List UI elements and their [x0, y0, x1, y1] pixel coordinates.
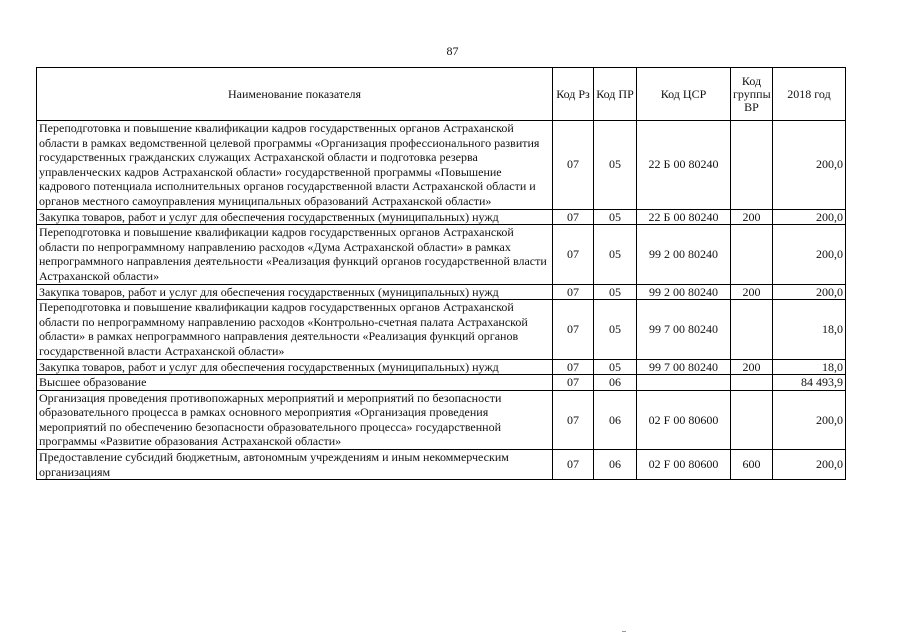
- row-amount: 84 493,9: [773, 375, 846, 391]
- table-row: [37, 284, 846, 300]
- row-name: Организация проведения противопожарных мероприятий и мероприятий по безопасности образовательного процесса в рамках основного мероприятия «Организация проведения мероприятий по обеспечению безопасности образовательного процесса» государственной программы «Развитие образования Астраханской области»: [37, 390, 553, 449]
- row-rz: 07: [553, 375, 594, 391]
- row-csr: 99 2 00 80240: [637, 284, 731, 300]
- row-csr: 99 7 00 80240: [637, 300, 731, 359]
- row-vr: [731, 375, 773, 391]
- row-rz: 07: [553, 284, 594, 300]
- row-name: Высшее образование: [37, 375, 553, 391]
- row-rz: 07: [553, 121, 594, 210]
- row-csr: [637, 375, 731, 391]
- row-pr: 05: [594, 121, 637, 210]
- row-rz: 07: [553, 300, 594, 359]
- row-amount: 18,0: [773, 300, 846, 359]
- row-rz: 07: [553, 359, 594, 375]
- header-rz: Код Рз: [553, 68, 594, 121]
- table-row: [37, 450, 846, 480]
- row-amount: 200,0: [773, 209, 846, 225]
- row-rz: 07: [553, 450, 594, 480]
- row-csr: 02 F 00 80600: [637, 450, 731, 480]
- row-amount: 200,0: [773, 121, 846, 210]
- row-amount: 200,0: [773, 284, 846, 300]
- row-name: Закупка товаров, работ и услуг для обеспечения государственных (муниципальных) нужд: [37, 359, 553, 375]
- row-name: Переподготовка и повышение квалификации кадров государственных органов Астраханской области по непрограммному направлению расходов «Дума Астраханской области» в рамках непрограммного направления деятельности «Реализация функций органов государственной власти Астраханской области»: [37, 225, 553, 284]
- page-number: 87: [446, 44, 459, 58]
- table-row: [37, 209, 846, 225]
- row-vr: [731, 300, 773, 359]
- row-vr: [731, 121, 773, 210]
- row-vr: [731, 225, 773, 284]
- table-row: [37, 359, 846, 375]
- row-rz: 07: [553, 225, 594, 284]
- header-name: Наименование показателя: [37, 68, 553, 121]
- row-vr: [731, 390, 773, 449]
- row-pr: 05: [594, 284, 637, 300]
- row-name: Закупка товаров, работ и услуг для обеспечения государственных (муниципальных) нужд: [37, 284, 553, 300]
- row-pr: 05: [594, 300, 637, 359]
- row-pr: 05: [594, 209, 637, 225]
- row-amount: 200,0: [773, 450, 846, 480]
- row-pr: 06: [594, 450, 637, 480]
- row-amount: 200,0: [773, 390, 846, 449]
- row-rz: 07: [553, 390, 594, 449]
- row-amount: 200,0: [773, 225, 846, 284]
- table-row: [37, 121, 846, 210]
- row-name: Переподготовка и повышение квалификации кадров государственных органов Астраханской области в рамках ведомственной целевой программы «Организация профессионального развития государственных гражданских служащих Астраханской области и подготовка резерва управленческих кадров Астраханской области» государственной программы «Повышение кадрового потенциала исполнительных органов государственной власти Астраханской области и органов местного самоуправления муниципальных образований Астраханской области»: [37, 121, 553, 210]
- budget-table: [36, 67, 846, 480]
- table-row: [37, 390, 846, 449]
- row-csr: 99 7 00 80240: [637, 359, 731, 375]
- row-csr: 99 2 00 80240: [637, 225, 731, 284]
- row-vr: 200: [731, 359, 773, 375]
- header-vr: Код группы ВР: [731, 68, 773, 121]
- row-vr: 200: [731, 209, 773, 225]
- table-row: [37, 300, 846, 359]
- row-csr: 22 Б 00 80240: [637, 121, 731, 210]
- header-csr: Код ЦСР: [637, 68, 731, 121]
- row-pr: 05: [594, 225, 637, 284]
- row-csr: 22 Б 00 80240: [637, 209, 731, 225]
- row-pr: 05: [594, 359, 637, 375]
- table-header-row: [37, 68, 846, 121]
- row-vr: 200: [731, 284, 773, 300]
- row-pr: 06: [594, 390, 637, 449]
- row-pr: 06: [594, 375, 637, 391]
- row-rz: 07: [553, 209, 594, 225]
- row-vr: 600: [731, 450, 773, 480]
- row-name: Предоставление субсидий бюджетным, автономным учреждениям и иным некоммерческим организациям: [37, 450, 553, 480]
- row-csr: 02 F 00 80600: [637, 390, 731, 449]
- row-amount: 18,0: [773, 359, 846, 375]
- row-name: Переподготовка и повышение квалификации кадров государственных органов Астраханской области по непрограммному направлению расходов «Контрольно-счетная палата Астраханской области» в рамках непрограммного направления деятельности «Реализация функций органов государственной власти Астраханской области»: [37, 300, 553, 359]
- scan-mark: [622, 631, 626, 632]
- header-pr: Код ПР: [594, 68, 637, 121]
- table-row: [37, 375, 846, 391]
- row-name: Закупка товаров, работ и услуг для обеспечения государственных (муниципальных) нужд: [37, 209, 553, 225]
- header-year: 2018 год: [773, 68, 846, 121]
- table-row: [37, 225, 846, 284]
